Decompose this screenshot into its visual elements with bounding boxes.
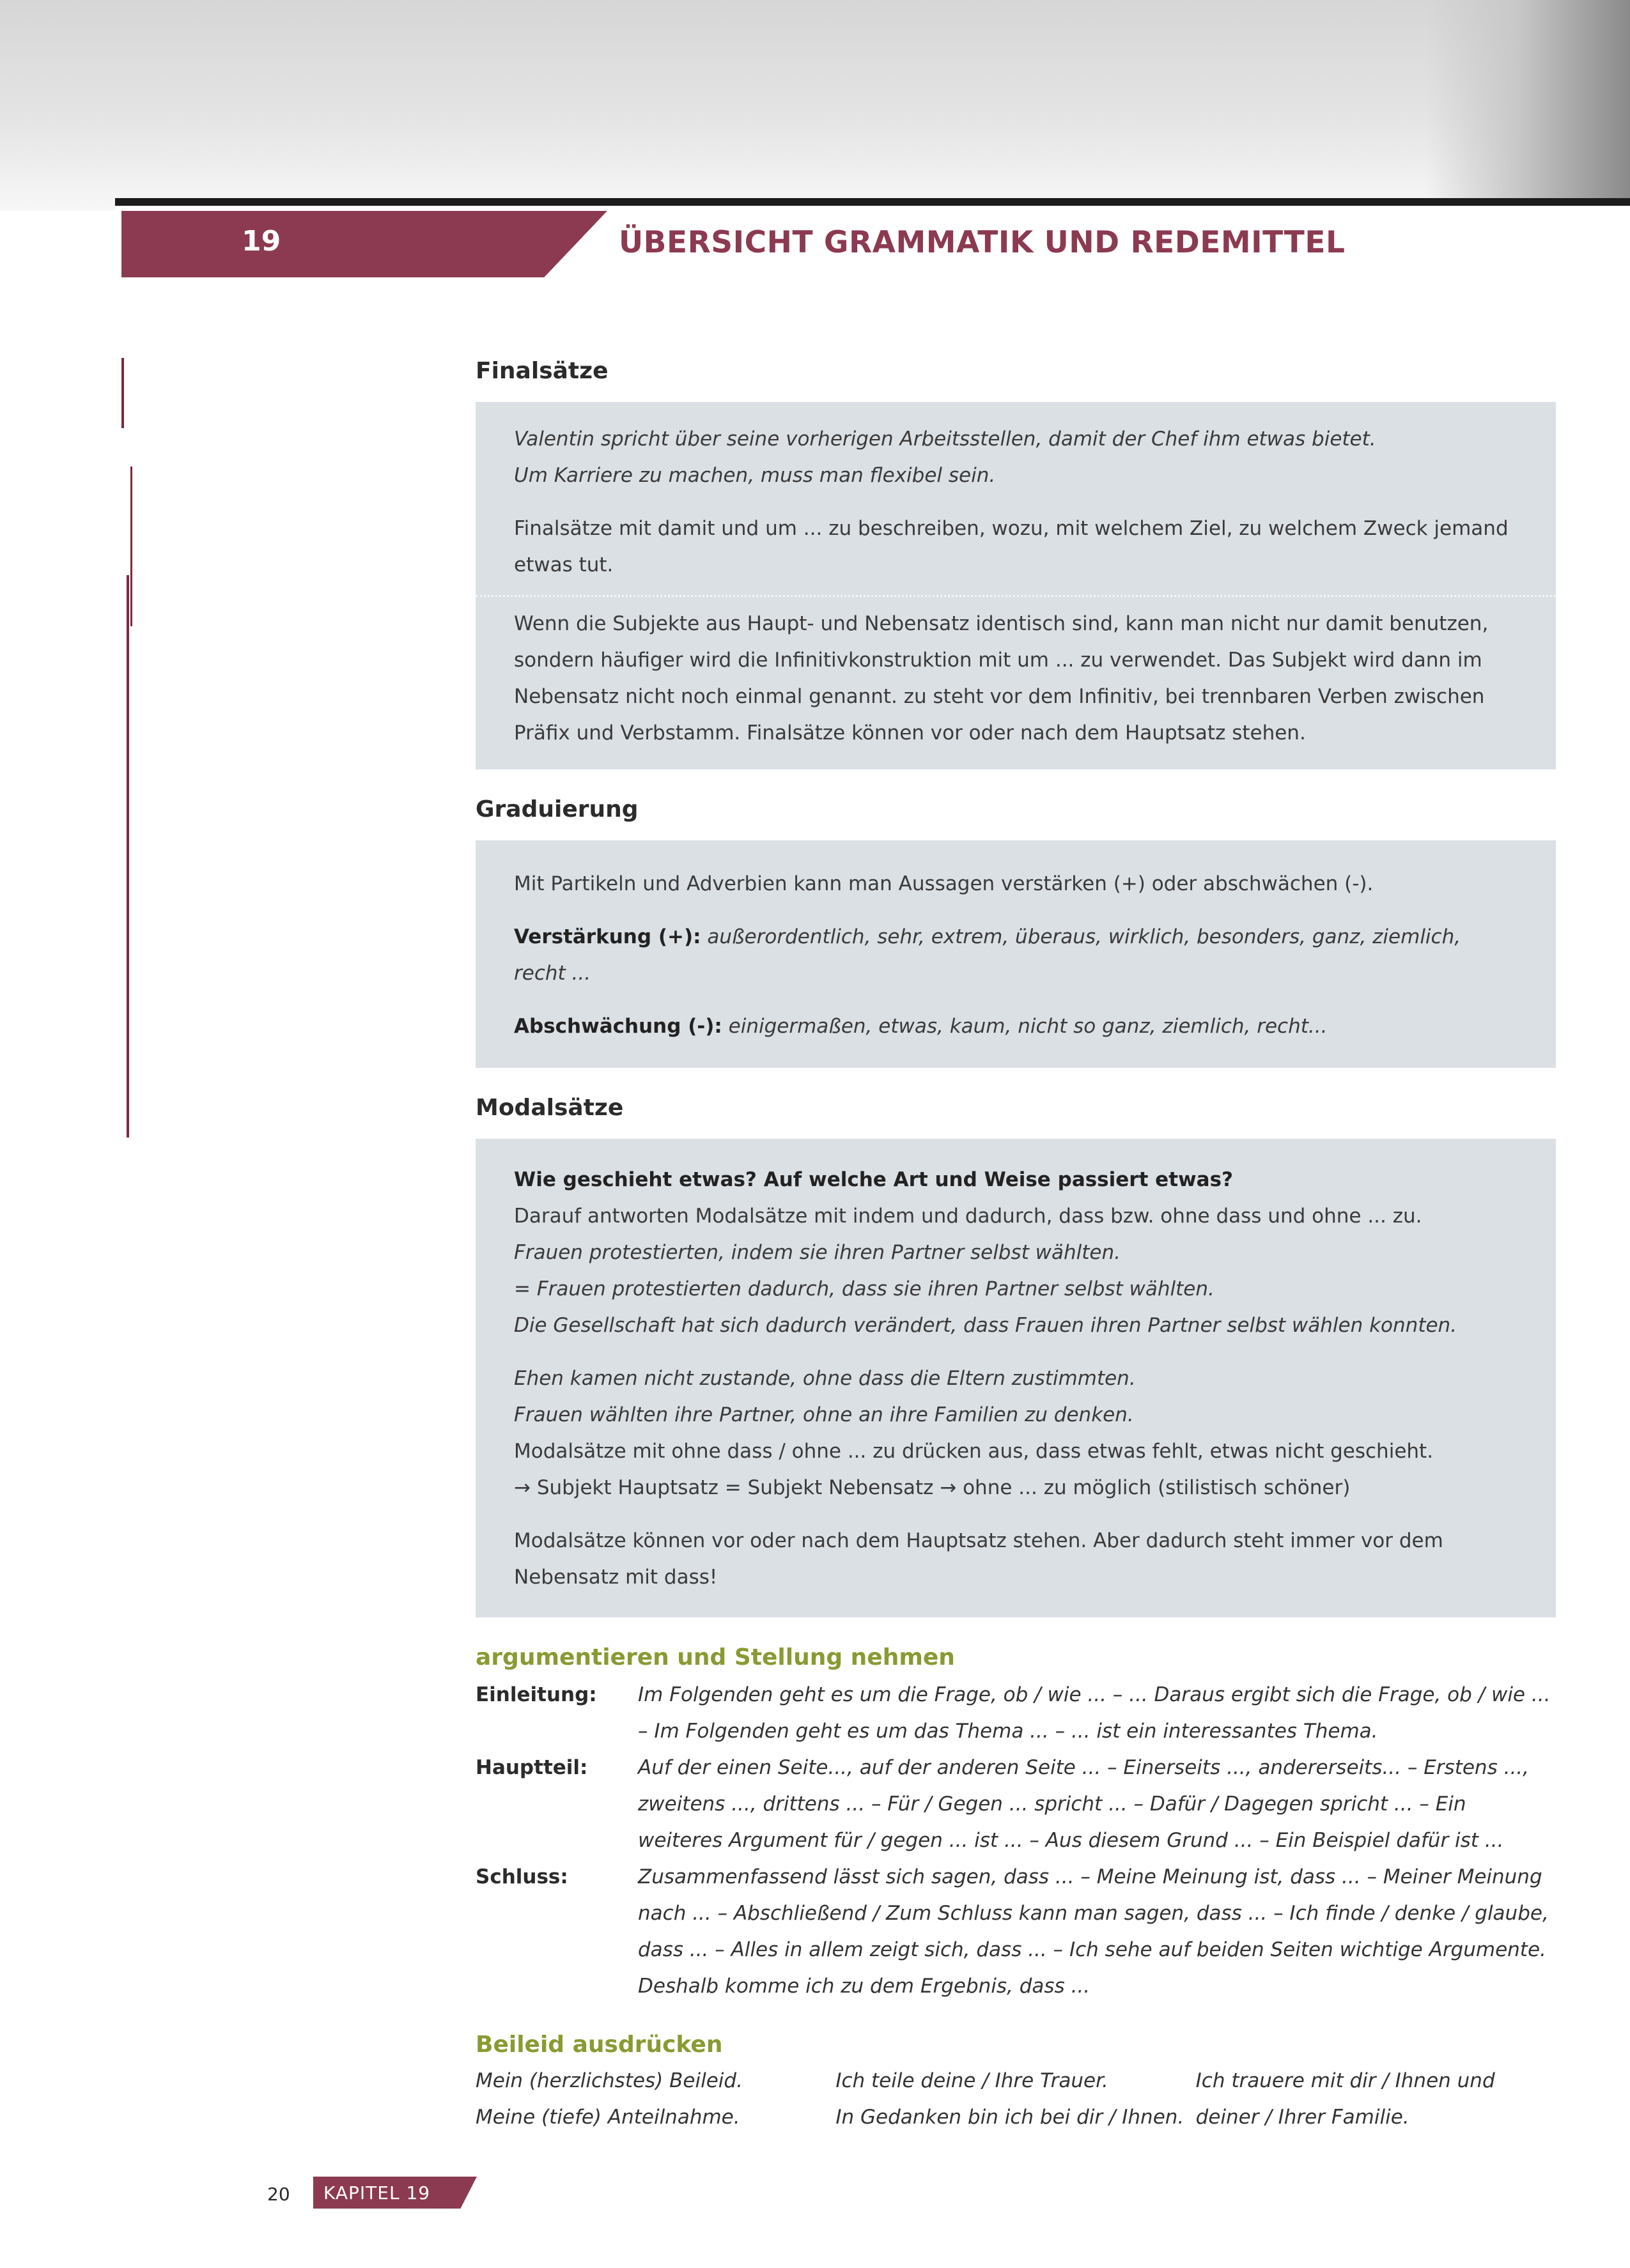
phrase-text: Auf der einen Seite..., auf der anderen Seite ... – Einerseits ..., andererseits... – Erstens ..., zweitens ..., drittens ... – Für / Gegen ... spricht ... – Dafür / Dagegen spricht ... – Ein weiteres Argument für / gegen ... ist ... – Aus diesem Grund ... – Ein Beispiel dafür ist ... — [638, 1756, 1530, 1852]
section-heading: Beileid ausdrücken — [476, 2032, 723, 2058]
phrase-text: Ich teile deine / Ihre Trauer. — [835, 2069, 1108, 2092]
section-heading: argumentieren und Stellung nehmen — [476, 1644, 955, 1670]
main-content — [476, 358, 1556, 2136]
section-modalsaetze — [476, 1095, 1556, 1617]
guiding-question: Wie geschieht etwas? Auf welche Art und Weise passiert etwas? — [514, 1168, 1234, 1191]
margin-mark — [127, 575, 129, 1138]
rule-text: Mit Partikeln und Adverbien kann man Aussagen verstärken (+) oder abschwächen (-). — [514, 872, 1374, 895]
phrase-columns — [476, 2063, 1556, 2136]
phrase-label: Einleitung: — [476, 1683, 597, 1706]
rule-text: Darauf antworten Modalsätze mit indem und dadurch, dass bzw. ohne dass und ohne ... zu. — [514, 1205, 1422, 1228]
section-heading: Finalsätze — [476, 358, 609, 384]
section-graduierung — [476, 796, 1556, 1068]
rule-text: Modalsätze können vor oder nach dem Hauptsatz stehen. Aber dadurch steht immer vor dem Nebensatz mit dass! — [514, 1529, 1443, 1589]
chapter-header-band — [121, 211, 607, 277]
page-title: ÜBERSICHT GRAMMATIK UND REDEMITTEL — [619, 225, 1346, 260]
phrase-text: Im Folgenden geht es um die Frage, ob / wie ... – ... Daraus ergibt sich die Frage, ob / wie ... – Im Folgenden geht es um das Thema ... – ... ist ein interessantes Thema. — [638, 1683, 1551, 1743]
grammar-box — [476, 402, 1556, 769]
softener-label: Abschwächung (-): — [514, 1015, 722, 1038]
example-sentence: Die Gesellschaft hat sich dadurch verändert, dass Frauen ihren Partner selbst wählen konnten. — [514, 1314, 1457, 1337]
phrase-text: Mein (herzlichstes) Beileid. — [476, 2069, 743, 2092]
example-sentence: Um Karriere zu machen, muss man flexibel sein. — [514, 464, 996, 487]
phrase-label: Schluss: — [476, 1865, 568, 1888]
phrase-text: In Gedanken bin ich bei dir / Ihnen. — [835, 2106, 1184, 2129]
example-sentence: Valentin spricht über seine vorherigen Arbeitsstellen, damit der Chef ihm etwas bietet. — [514, 428, 1376, 451]
section-beileid — [476, 2032, 1556, 2136]
intensifier-list: außerordentlich, sehr, extrem, überaus, wirklich, besonders, ganz, ziemlich, recht ... — [514, 925, 1461, 985]
rule-text: Wenn die Subjekte aus Haupt- und Nebensatz identisch sind, kann man nicht nur damit benutzen, sondern häufiger wird die Infinitivkonstruktion mit um ... zu verwendet. Das Subjekt wird dann im Nebensatz nicht noch einmal genannt. zu steht vor dem Infinitiv, bei trennbaren Verben zwischen Präfix und Verbstamm. Finalsätze können vor oder nach dem Hauptsatz stehen. — [514, 612, 1489, 744]
chapter-badge-label: KAPITEL 19 — [323, 2182, 431, 2203]
section-finalsaetze — [476, 358, 1556, 769]
phrase-text: Ich trauere mit dir / Ihnen und deiner / Ihrer Familie. — [1195, 2069, 1495, 2129]
margin-mark — [130, 467, 132, 626]
phrase-column — [1196, 2063, 1556, 2136]
chapter-number: 19 — [242, 225, 281, 258]
rule-text: → Subjekt Hauptsatz = Subjekt Nebensatz → ohne ... zu möglich (stilistisch schöner) — [514, 1476, 1351, 1499]
intensifier-label: Verstärkung (+): — [514, 925, 701, 948]
phrase-text: Zusammenfassend lässt sich sagen, dass ... – Meine Meinung ist, dass ... – Meiner Meinung nach ... – Abschließend / Zum Schluss kann man sagen, dass ... – Ich finde / denke / glaube, dass ... – Alles in allem zeigt sich, dass ... – Ich sehe auf beiden Seiten wichtige Argumente. Deshalb komme ich zu dem Ergebnis, dass ... — [638, 1865, 1549, 1998]
example-sentence: Frauen protestierten, indem sie ihren Partner selbst wählten. — [514, 1241, 1121, 1264]
phrase-column — [835, 2063, 1195, 2136]
example-sentence: = Frauen protestierten dadurch, dass sie ihren Partner selbst wählten. — [514, 1277, 1215, 1300]
section-argumentieren — [476, 1644, 1556, 2005]
phrase-row — [476, 1677, 1556, 1750]
phrase-row — [476, 1750, 1556, 1859]
grammar-box — [476, 840, 1556, 1068]
phrase-text: Meine (tiefe) Anteilnahme. — [476, 2106, 740, 2129]
section-heading: Graduierung — [476, 796, 639, 822]
grammar-box — [476, 1139, 1556, 1617]
page-top-edge — [115, 198, 1630, 206]
phrase-label: Hauptteil: — [476, 1756, 588, 1779]
phrase-row — [476, 1859, 1556, 2005]
scan-shadow-corner — [1425, 0, 1630, 204]
page-number: 20 — [267, 2184, 290, 2205]
scan-shadow — [0, 0, 1630, 211]
example-sentence: Frauen wählten ihre Partner, ohne an ihre Familien zu denken. — [514, 1403, 1134, 1426]
example-sentence: Ehen kamen nicht zustande, ohne dass die Eltern zustimmten. — [514, 1367, 1136, 1390]
dotted-divider — [476, 595, 1556, 597]
phrase-table — [476, 1677, 1556, 2005]
softener-line — [514, 1008, 1517, 1045]
section-heading: Modalsätze — [476, 1095, 624, 1121]
intensifier-line — [514, 919, 1517, 992]
margin-mark — [121, 358, 124, 428]
softener-list: einigermaßen, etwas, kaum, nicht so ganz, ziemlich, recht... — [728, 1015, 1328, 1038]
phrase-column — [476, 2063, 835, 2136]
rule-text: Modalsätze mit ohne dass / ohne ... zu drücken aus, dass etwas fehlt, etwas nicht geschieht. — [514, 1440, 1434, 1463]
rule-text: Finalsätze mit damit und um ... zu beschreiben, wozu, mit welchem Ziel, zu welchem Zweck jemand etwas tut. — [514, 517, 1509, 576]
